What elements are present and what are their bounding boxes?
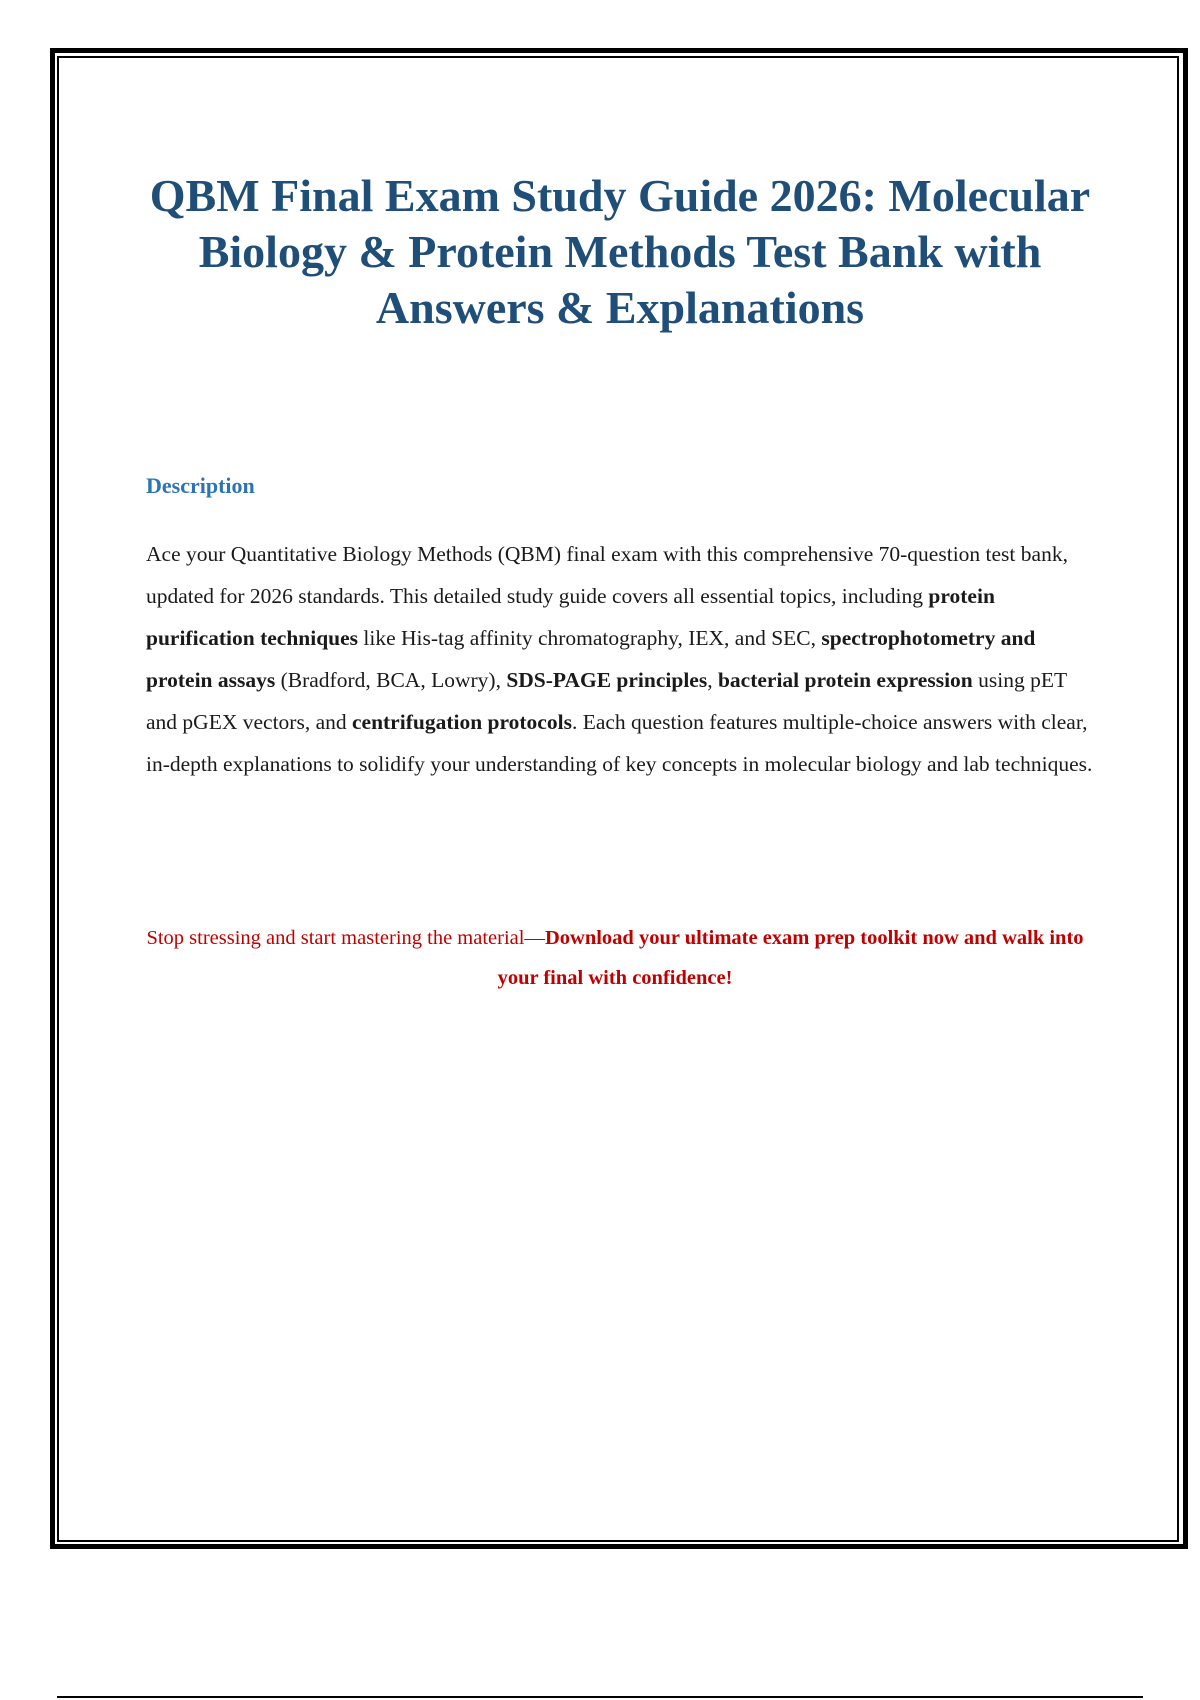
page-border-shadow xyxy=(1184,48,1188,1549)
cta-bold-text: Download your ultimate exam prep toolkit now and walk into your final with confidence! xyxy=(497,927,1084,989)
description-heading: Description xyxy=(146,473,255,498)
footer-rule xyxy=(57,1696,1143,1698)
call-to-action xyxy=(140,918,1090,998)
description-text: (Bradford, BCA, Lowry), xyxy=(275,668,507,692)
cta-plain-text: Stop stressing and start mastering the material— xyxy=(146,927,545,949)
description-text: using pET and pGEX vectors, and xyxy=(146,668,1067,734)
description-bold-term: centrifugation protocols xyxy=(351,710,572,734)
description-paragraph xyxy=(146,533,1096,785)
description-bold-term: spectrophotometry and protein assays xyxy=(146,626,1036,692)
description-bold-term: protein purification techniques xyxy=(146,584,995,650)
description-text: Ace your Quantitative Biology Methods (QBM) final exam with this comprehensive 70-question test bank, updated for 2026 standards. This detailed study guide covers all essential topics, including xyxy=(146,542,1068,608)
description-text: . Each question features multiple-choice answers with clear, in-depth explanations to solidify your understanding of key concepts in molecular biology and lab techniques. xyxy=(146,710,1093,776)
description-text: , xyxy=(707,668,718,692)
description-bold-term: bacterial protein expression xyxy=(717,668,973,692)
description-bold-term: SDS-PAGE principles xyxy=(506,668,708,692)
description-text: like His-tag affinity chromatography, IEX, and SEC, xyxy=(358,626,822,650)
document-title: QBM Final Exam Study Guide 2026: Molecular Biology & Protein Methods Test Bank with Answers & Explanations xyxy=(149,170,1091,333)
